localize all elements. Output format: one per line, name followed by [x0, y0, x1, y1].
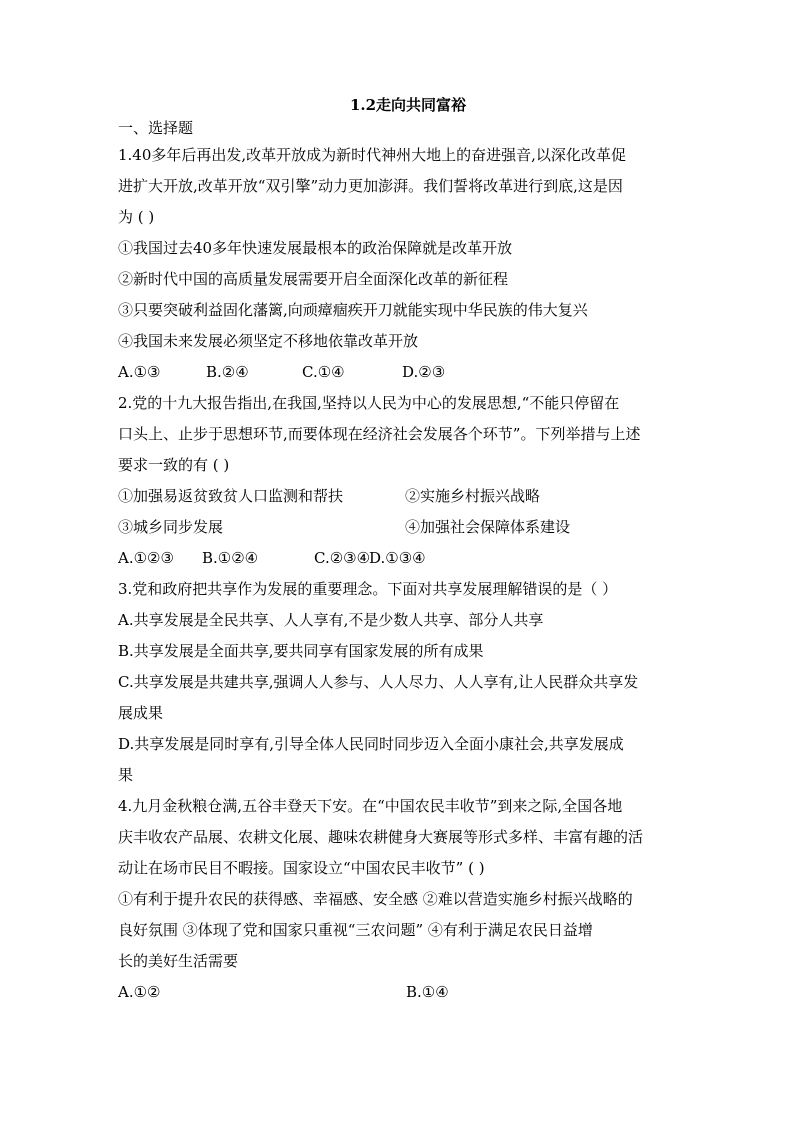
question-3-option-line: B.共享发展是全面共享,要共同享有国家发展的所有成果 — [118, 642, 484, 660]
question-3-option-line: 展成果 — [118, 704, 164, 722]
question-4-stem-line: 4.九月金秋粮仓满,五谷丰登天下安。在“中国农民丰收节”到来之际,全国各地 — [118, 797, 623, 815]
question-1-statement: ④我国未来发展必须坚定不移地依靠改革开放 — [118, 332, 419, 350]
option-d: D.②③ — [402, 363, 446, 381]
question-3-option-line: 果 — [118, 766, 134, 784]
question-4-stem-line: 动让在场市民目不暇接。国家设立“中国农民丰收节” ( ) — [118, 859, 485, 877]
option-a: A.①② — [118, 983, 161, 1001]
question-4-statements-line: 良好氛围 ③体现了党和国家只重视“三农问题” ④有利于满足农民日益增 — [118, 921, 593, 939]
question-2-statements-row — [118, 512, 678, 543]
question-1-stem-line: 进扩大开放,改革开放“双引擎”动力更加澎湃。我们誓将改革进行到底,这是因 — [118, 177, 623, 195]
option-b: B.②④ — [206, 363, 249, 381]
question-2-statement: ③城乡同步发展 — [118, 518, 224, 536]
question-4-statements-line: ①有利于提升农民的获得感、幸福感、安全感 ②难以营造实施乡村振兴战略的 — [118, 890, 633, 908]
question-1-statement: ③只要突破利益固化藩篱,向顽瘴痼疾开刀就能实现中华民族的伟大复兴 — [118, 301, 588, 319]
option-d: D.①③④ — [369, 549, 426, 567]
question-4-statements-line: 长的美好生活需要 — [118, 952, 239, 970]
question-3-stem-line: 3.党和政府把共享作为发展的重要理念。下面对共享发展理解错误的是（ ） — [118, 580, 618, 598]
question-1-statement: ①我国过去40多年快速发展最根本的政治保障就是改革开放 — [118, 239, 513, 257]
question-3-option-line: A.共享发展是全民共享、人人享有,不是少数人共享、部分人共享 — [118, 611, 544, 629]
question-2-stem-line: 要求一致的有 ( ) — [118, 456, 230, 474]
question-1-stem-line: 1.40多年后再出发,改革开放成为新时代神州大地上的奋进强音,以深化改革促 — [118, 146, 626, 164]
question-2-options — [118, 543, 678, 574]
section-heading: 一、选择题 — [118, 119, 194, 137]
question-1-stem-line: 为 ( ) — [118, 208, 155, 226]
question-2-stem-line: 2.党的十九大报告指出,在我国,坚持以人民为中心的发展思想,“不能只停留在 — [118, 394, 620, 412]
option-a: A.①③ — [118, 363, 161, 381]
question-2 — [118, 388, 678, 574]
question-2-statement: ①加强易返贫致贫人口监测和帮扶 — [118, 487, 344, 505]
option-b: B.①④ — [406, 983, 449, 1001]
option-a: A.①②③ — [118, 549, 174, 567]
document-page — [118, 94, 678, 1008]
question-2-statement: ②实施乡村振兴战略 — [405, 487, 541, 505]
question-1-statement: ②新时代中国的高质量发展需要开启全面深化改革的新征程 — [118, 270, 509, 288]
question-2-stem-line: 口头上、止步于思想环节,而要体现在经济社会发展各个环节”。下列举措与上述 — [118, 425, 641, 443]
question-1-options — [118, 357, 678, 388]
question-2-statement: ④加强社会保障体系建设 — [405, 518, 571, 536]
question-3 — [118, 574, 678, 791]
question-4-stem-line: 庆丰收农产品展、农耕文化展、趣味农耕健身大赛展等形式多样、丰富有趣的活 — [118, 828, 644, 846]
question-4 — [118, 791, 678, 1008]
question-2-statements-row — [118, 481, 678, 512]
option-c: C.①④ — [302, 363, 345, 381]
option-c: C.②③④ — [314, 549, 371, 567]
question-1 — [118, 140, 678, 388]
option-b: B.①②④ — [202, 549, 259, 567]
page-title: 1.2走向共同富裕 — [349, 96, 467, 114]
question-3-option-line: D.共享发展是同时享有,引导全体人民同时同步迈入全面小康社会,共享发展成 — [118, 735, 624, 753]
question-4-options — [118, 977, 678, 1008]
question-3-option-line: C.共享发展是共建共享,强调人人参与、人人尽力、人人享有,让人民群众共享发 — [118, 673, 639, 691]
